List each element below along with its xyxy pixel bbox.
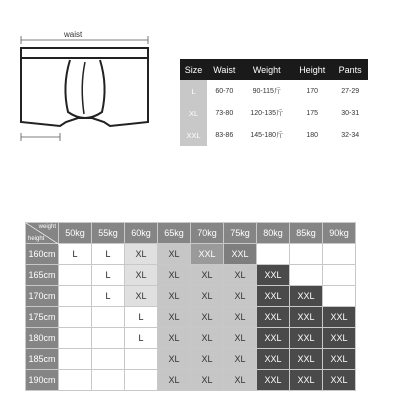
size-cell: XXL <box>180 124 207 146</box>
fit-cell <box>59 370 92 391</box>
height-cell: 170 <box>306 87 319 95</box>
height-header: Height <box>292 59 332 80</box>
weight-header-60kg: 60kg <box>125 223 158 244</box>
fit-cell: XL <box>224 265 257 286</box>
fit-cell: L <box>92 244 125 265</box>
fit-cell: XL <box>158 349 191 370</box>
fit-cell: XXL <box>290 328 323 349</box>
fit-cell: XXL <box>290 286 323 307</box>
fit-cell: XL <box>191 328 224 349</box>
size-row-xxl <box>180 124 368 146</box>
corner-height-label: height <box>28 236 45 242</box>
height-label-165cm: 165cm <box>26 265 59 286</box>
pants-cell: 32-34 <box>341 131 360 139</box>
size-row-l <box>180 80 368 102</box>
fit-cell: L <box>125 328 158 349</box>
fit-cell: XL <box>158 244 191 265</box>
fit-cell <box>92 328 125 349</box>
fit-cell <box>290 244 323 265</box>
fit-cell: XXL <box>257 286 290 307</box>
fit-cell: XL <box>158 328 191 349</box>
fit-cell: XXL <box>191 244 224 265</box>
fit-grid-corner <box>26 223 59 244</box>
fit-cell: XXL <box>290 349 323 370</box>
fit-cell <box>92 349 125 370</box>
fit-cell: XL <box>224 370 257 391</box>
weight-header-85kg: 85kg <box>290 223 323 244</box>
size-cell: XL <box>180 102 207 124</box>
fit-cell: L <box>92 286 125 307</box>
fit-cell <box>323 244 356 265</box>
fit-grid <box>25 222 356 391</box>
fit-row-185cm <box>26 349 356 370</box>
waist-label: waist <box>64 30 83 39</box>
weight-header-50kg: 50kg <box>59 223 92 244</box>
fit-cell <box>59 349 92 370</box>
weight-cell: 90-115斤 <box>252 88 281 95</box>
fit-cell: XL <box>125 286 158 307</box>
fit-cell: XXL <box>290 370 323 391</box>
fit-cell: XXL <box>290 307 323 328</box>
fit-cell: XXL <box>224 244 257 265</box>
fit-cell: XXL <box>257 307 290 328</box>
fit-cell: XXL <box>323 349 356 370</box>
fit-row-160cm <box>26 244 356 265</box>
fit-cell <box>59 286 92 307</box>
fit-cell: XL <box>224 328 257 349</box>
weight-header-75kg: 75kg <box>224 223 257 244</box>
fit-cell <box>125 370 158 391</box>
height-label-175cm: 175cm <box>26 307 59 328</box>
fit-cell: XL <box>158 286 191 307</box>
size-cell: L <box>180 80 207 102</box>
height-label-185cm: 185cm <box>26 349 59 370</box>
fit-cell: XL <box>125 244 158 265</box>
fit-row-165cm <box>26 265 356 286</box>
fit-cell: XL <box>158 265 191 286</box>
size-row-xl <box>180 102 368 124</box>
fit-cell: L <box>59 244 92 265</box>
fit-cell <box>92 307 125 328</box>
fit-cell: XL <box>158 307 191 328</box>
fit-cell <box>290 265 323 286</box>
fit-cell: XL <box>191 349 224 370</box>
weight-header: Weight <box>241 59 292 80</box>
fit-cell: XL <box>224 307 257 328</box>
size-header: Size <box>180 59 207 80</box>
weight-cell: 120-135斤 <box>250 110 284 117</box>
waist-cell: 60-70 <box>215 87 234 95</box>
fit-cell: XXL <box>323 370 356 391</box>
fit-cell <box>59 328 92 349</box>
weight-header-80kg: 80kg <box>257 223 290 244</box>
height-cell: 175 <box>306 109 319 117</box>
weight-header-70kg: 70kg <box>191 223 224 244</box>
pants-cell: 27-29 <box>341 87 360 95</box>
fit-cell: XL <box>158 370 191 391</box>
height-label-160cm: 160cm <box>26 244 59 265</box>
fit-cell: XXL <box>323 307 356 328</box>
fit-row-190cm <box>26 370 356 391</box>
fit-row-170cm <box>26 286 356 307</box>
fit-cell: XXL <box>323 328 356 349</box>
fit-cell: XL <box>191 286 224 307</box>
weight-header-55kg: 55kg <box>92 223 125 244</box>
weight-cell: 145-180斤 <box>250 132 284 139</box>
waist-header: Waist <box>207 59 241 80</box>
fit-cell <box>323 265 356 286</box>
pants-header: Pants <box>332 59 368 80</box>
size-table <box>180 59 368 146</box>
fit-cell <box>125 349 158 370</box>
fit-cell: XL <box>224 349 257 370</box>
fit-cell: XL <box>191 370 224 391</box>
fit-cell <box>92 370 125 391</box>
waist-cell: 73-80 <box>215 109 234 117</box>
weight-header-90kg: 90kg <box>323 223 356 244</box>
height-label-190cm: 190cm <box>26 370 59 391</box>
fit-cell: L <box>92 265 125 286</box>
fit-cell: XXL <box>257 328 290 349</box>
fit-cell: XL <box>125 265 158 286</box>
height-label-170cm: 170cm <box>26 286 59 307</box>
fit-cell: XL <box>191 265 224 286</box>
height-label-180cm: 180cm <box>26 328 59 349</box>
fit-cell <box>257 244 290 265</box>
corner-weight-label: weight <box>38 224 56 230</box>
fit-cell: XXL <box>257 370 290 391</box>
fit-row-180cm <box>26 328 356 349</box>
fit-cell <box>323 286 356 307</box>
waist-cell: 83-86 <box>215 131 234 139</box>
fit-cell: XXL <box>257 265 290 286</box>
briefs-diagram <box>8 26 158 146</box>
fit-cell: XXL <box>257 349 290 370</box>
weight-header-65kg: 65kg <box>158 223 191 244</box>
size-table-header <box>180 59 368 80</box>
height-cell: 180 <box>306 131 319 139</box>
fit-table <box>25 222 356 391</box>
fit-grid-header-row <box>26 223 356 244</box>
fit-cell: XL <box>191 307 224 328</box>
fit-cell: L <box>125 307 158 328</box>
fit-cell <box>59 265 92 286</box>
fit-row-175cm <box>26 307 356 328</box>
fit-cell <box>59 307 92 328</box>
pants-cell: 30-31 <box>341 109 360 117</box>
fit-cell: XL <box>224 286 257 307</box>
